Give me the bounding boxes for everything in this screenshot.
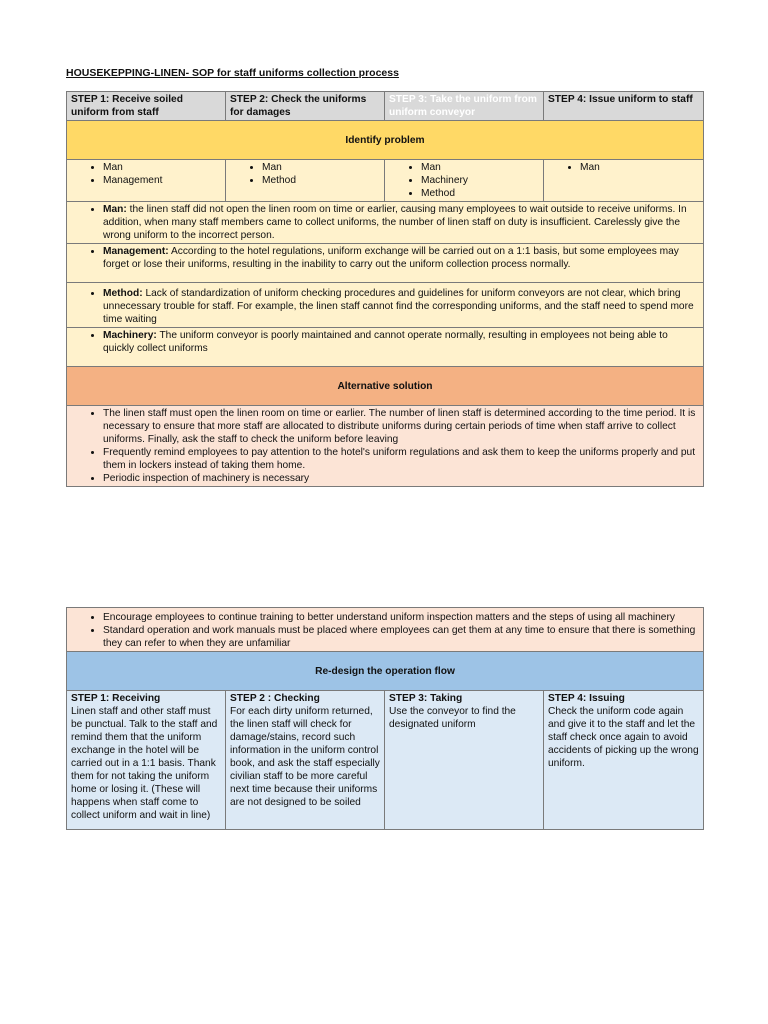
step-title: STEP 4: Issuing [548,693,625,704]
solution-item: • Standard operation and work manuals must be placed where employees can get them at any time to ensure that there is something they can refer to when they are unfamiliar [103,624,699,650]
solution-item: • The linen staff must open the linen room on time or earlier. The number of linen staff is determined according to the time period. It is necessary to ensure that more staff are allocated to distribute uniforms during certain periods of time when staff arrive to collect uniforms. Finally, ask the staff to check the uniform before leaving [103,407,699,446]
problem-man [67,202,704,244]
category-cell-2 [226,160,385,202]
alternative-solutions-list [67,406,704,487]
problem-label: Method: [103,288,143,299]
problem-text: According to the hotel regulations, uniform exchange will be carried out on a 1:1 basis, but some employees may forget or lose their uniforms, resulting in the inability to carry out the uniform collection process normally. [103,246,679,270]
solution-item: • Encourage employees to continue training to better understand uniform inspection matters and the steps of using all machinery [103,611,699,624]
category-cell-4 [544,160,704,202]
step-header-1: STEP 1: Receive soiled uniform from staff [67,92,226,121]
step-title: STEP 3: Taking [389,693,463,704]
problem-text: the linen staff did not open the linen room on time or earlier, causing many employees to wait outside to receive uniforms. In addition, when many staff members came to collect uniforms, the number of linen staff on duty is insufficient. Carelessly give the wrong uniform to the incorrect person. [103,204,687,241]
category-item: • Man [580,161,699,174]
category-cell-1 [67,160,226,202]
redesign-step-1 [67,691,226,830]
step-text: For each dirty uniform returned, the linen staff will check for damage/stains, record such information in the uniform control book, and ask the staff especially civilian staff to be more careful next time because their uniforms are not designed to be soiled [230,706,380,808]
category-item: • Management [103,174,221,187]
step-header-4: STEP 4: Issue uniform to staff [544,92,704,121]
step-title: STEP 1: Receiving [71,693,161,704]
category-item: • Man [103,161,221,174]
problem-management [67,244,704,283]
redesign-step-4 [544,691,704,830]
category-item: • Machinery [421,174,539,187]
step-text: Check the uniform code again and give it to the staff and let the staff check once again to avoid accidents of picking up the wrong uniform. [548,706,699,769]
step-text: Use the conveyor to find the designated uniform [389,706,516,730]
step-header-3: STEP 3: Take the uniform from uniform conveyor [385,92,544,121]
redesign-flow-heading: Re-design the operation flow [67,652,704,691]
category-item: • Method [262,174,380,187]
problem-text: The uniform conveyor is poorly maintained and cannot operate normally, resulting in employees not being able to quickly collect uniforms [103,330,668,354]
alternative-solution-heading: Alternative solution [67,367,704,406]
redesign-step-3 [385,691,544,830]
category-cell-3 [385,160,544,202]
sop-table-page-2 [66,607,704,830]
problem-machinery [67,328,704,367]
category-item: • Man [421,161,539,174]
document-title: HOUSEKEPPING-LINEN- SOP for staff uniforms collection process [66,67,399,79]
problem-label: Man: [103,204,127,215]
problem-label: Management: [103,246,169,257]
solution-item: • Frequently remind employees to pay attention to the hotel's uniform regulations and ask them to keep the uniforms properly and put them in lockers instead of taking them home. [103,446,699,472]
redesign-step-2 [226,691,385,830]
steps-header-row [67,92,704,121]
step-text: Linen staff and other staff must be punctual. Talk to the staff and remind them that the uniform exchange in the hotel will be carried out in a 1:1 basis. Thank them for not taking the uniform home or losing it. (These will happens when staff come to collect uniform and wait in line) [71,706,218,821]
step-title: STEP 2 : Checking [230,693,320,704]
problem-method [67,283,704,328]
problem-categories-row [67,160,704,202]
problem-text: Lack of standardization of uniform checking procedures and guidelines for uniform conveyors are not clear, which bring unnecessary trouble for staff. For example, the linen staff cannot find the corresponding uniforms, and the staff need to spend more time waiting [103,288,694,325]
sop-table-page-1 [66,91,704,487]
identify-problem-heading: Identify problem [67,121,704,160]
redesign-steps-row [67,691,704,830]
category-item: • Man [262,161,380,174]
solution-item: • Periodic inspection of machinery is necessary [103,472,699,485]
step-header-2: STEP 2: Check the uniforms for damages [226,92,385,121]
category-item: • Method [421,187,539,200]
problem-label: Machinery: [103,330,157,341]
alternative-solutions-continued [67,608,704,652]
